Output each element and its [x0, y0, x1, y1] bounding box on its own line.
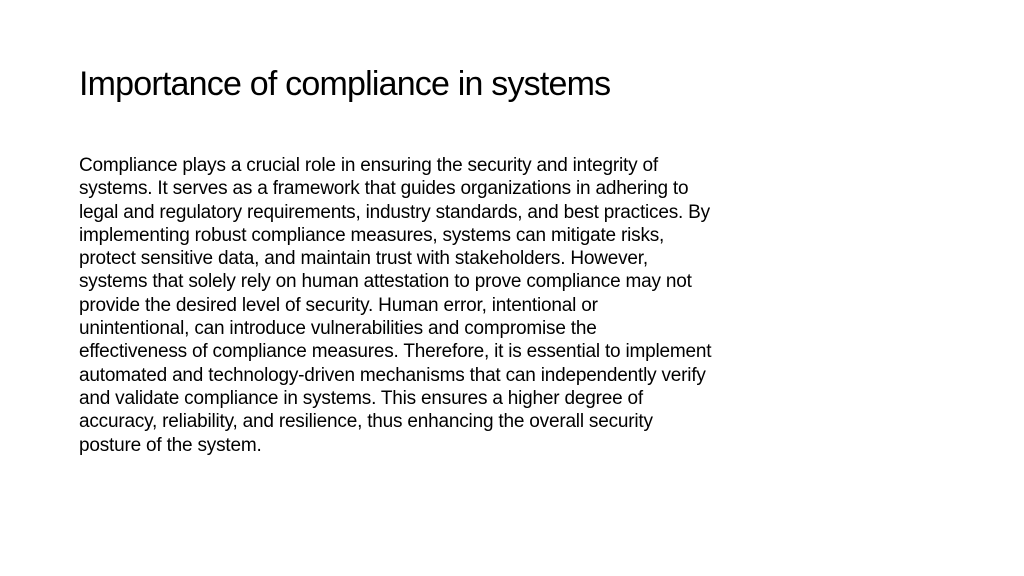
body-line: legal and regulatory requirements, industry standards, and best practices. By — [79, 201, 710, 223]
slide-body-text — [79, 154, 954, 457]
body-line: provide the desired level of security. Human error, intentional or — [79, 294, 598, 316]
slide-title: Importance of compliance in systems — [79, 65, 611, 103]
body-line: automated and technology-driven mechanisms that can independently verify — [79, 364, 706, 386]
body-line: effectiveness of compliance measures. Therefore, it is essential to implement — [79, 341, 712, 363]
body-line: posture of the system. — [79, 434, 262, 456]
body-line: Compliance plays a crucial role in ensuring the security and integrity of — [79, 155, 658, 176]
body-line: and validate compliance in systems. This ensures a higher degree of — [79, 387, 643, 409]
body-line: implementing robust compliance measures, systems can mitigate risks, — [79, 224, 665, 246]
body-line: systems that solely rely on human attestation to prove compliance may not — [79, 271, 692, 293]
body-line: accuracy, reliability, and resilience, thus enhancing the overall security — [79, 411, 653, 433]
body-line: unintentional, can introduce vulnerabilities and compromise the — [79, 318, 597, 340]
body-line: systems. It serves as a framework that guides organizations in adhering to — [79, 178, 689, 200]
body-line: protect sensitive data, and maintain trust with stakeholders. However, — [79, 248, 648, 270]
